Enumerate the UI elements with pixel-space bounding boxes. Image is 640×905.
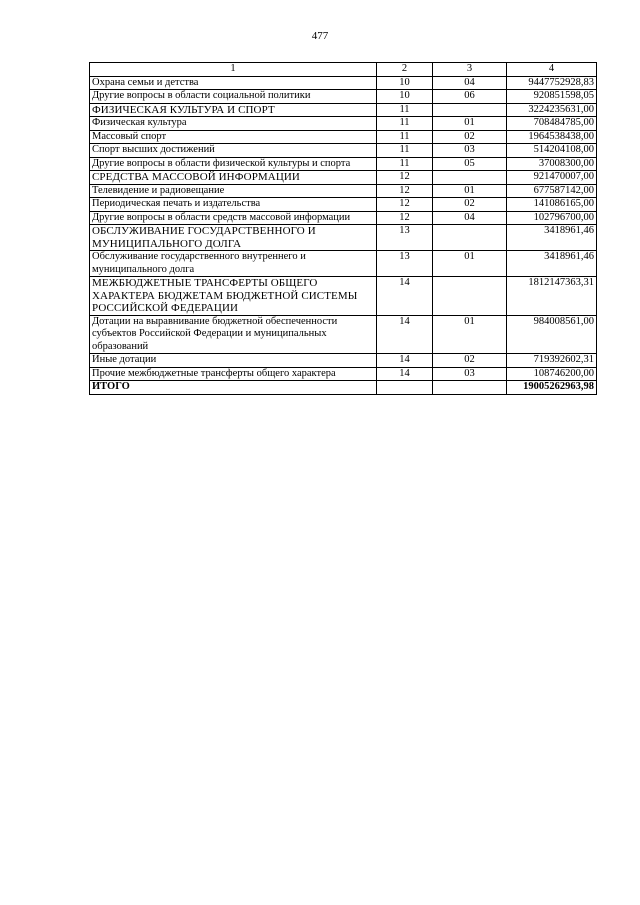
row-section-code: 12 [377,211,433,225]
column-header-subsection: 3 [433,63,507,77]
section-heading-row [90,225,597,251]
row-amount: 3418961,46 [507,225,597,251]
row-subsection-code: 01 [433,315,507,354]
table-row [90,117,597,131]
row-subsection-code: 03 [433,367,507,381]
table-row [90,90,597,104]
row-name: МЕЖБЮДЖЕТНЫЕ ТРАНСФЕРТЫ ОБЩЕГО ХАРАКТЕРА БЮДЖЕТАМ БЮДЖЕТНОЙ СИСТЕМЫ РОССИЙСКОЙ ФЕДЕРАЦИИ [90,277,377,316]
table-row [90,130,597,144]
row-section-code: 14 [377,277,433,316]
row-section-code: 11 [377,103,433,117]
section-heading-row [90,171,597,185]
row-name: ОБСЛУЖИВАНИЕ ГОСУДАРСТВЕННОГО И МУНИЦИПАЛЬНОГО ДОЛГА [90,225,377,251]
row-amount: 108746200,00 [507,367,597,381]
row-amount: 37008300,00 [507,157,597,171]
row-section-code: 11 [377,157,433,171]
column-header-name: 1 [90,63,377,77]
table-row [90,354,597,368]
row-name: ФИЗИЧЕСКАЯ КУЛЬТУРА И СПОРТ [90,103,377,117]
row-section-code: 12 [377,184,433,198]
row-subsection-code: 02 [433,130,507,144]
total-empty-subsection [433,381,507,395]
column-header-amount: 4 [507,63,597,77]
row-amount: 1812147363,31 [507,277,597,316]
row-subsection-code: 06 [433,90,507,104]
section-heading-row [90,103,597,117]
section-heading-row [90,277,597,316]
row-section-code: 12 [377,198,433,212]
total-empty-section [377,381,433,395]
row-subsection-code: 04 [433,211,507,225]
row-section-code: 13 [377,225,433,251]
table-row [90,315,597,354]
row-subsection-code [433,225,507,251]
table-header-row [90,63,597,77]
row-amount: 3224235631,00 [507,103,597,117]
row-amount: 141086165,00 [507,198,597,212]
row-name: Прочие межбюджетные трансферты общего характера [90,367,377,381]
row-name: Другие вопросы в области средств массовой информации [90,211,377,225]
row-name: Массовый спорт [90,130,377,144]
row-name: Физическая культура [90,117,377,131]
row-name: Другие вопросы в области физической культуры и спорта [90,157,377,171]
row-amount: 1964538438,00 [507,130,597,144]
row-name: Иные дотации [90,354,377,368]
row-name: Периодическая печать и издательства [90,198,377,212]
row-section-code: 10 [377,90,433,104]
row-amount: 9447752928,83 [507,76,597,90]
table-row [90,198,597,212]
page-number: 477 [311,30,329,42]
table-row [90,367,597,381]
row-subsection-code: 04 [433,76,507,90]
row-section-code: 11 [377,144,433,158]
budget-table [89,62,597,395]
row-amount: 984008561,00 [507,315,597,354]
total-label: ИТОГО [90,381,377,395]
row-section-code: 14 [377,315,433,354]
table-row [90,144,597,158]
row-subsection-code [433,171,507,185]
row-subsection-code: 02 [433,198,507,212]
row-subsection-code: 01 [433,184,507,198]
row-section-code: 11 [377,117,433,131]
table-row [90,184,597,198]
row-amount: 514204108,00 [507,144,597,158]
row-subsection-code [433,277,507,316]
column-header-section: 2 [377,63,433,77]
row-subsection-code: 01 [433,251,507,277]
row-subsection-code: 02 [433,354,507,368]
total-row [90,381,597,395]
row-section-code: 13 [377,251,433,277]
row-amount: 708484785,00 [507,117,597,131]
row-section-code: 14 [377,354,433,368]
row-section-code: 10 [377,76,433,90]
table-row [90,76,597,90]
row-name: Другие вопросы в области социальной политики [90,90,377,104]
row-amount: 921470007,00 [507,171,597,185]
row-section-code: 12 [377,171,433,185]
row-name: Спорт высших достижений [90,144,377,158]
row-name: Охрана семьи и детства [90,76,377,90]
row-amount: 3418961,46 [507,251,597,277]
row-name: Дотации на выравнивание бюджетной обеспеченности субъектов Российской Федерации и муниципальных образований [90,315,377,354]
row-subsection-code: 03 [433,144,507,158]
row-section-code: 11 [377,130,433,144]
row-name: СРЕДСТВА МАССОВОЙ ИНФОРМАЦИИ [90,171,377,185]
row-amount: 920851598,05 [507,90,597,104]
row-subsection-code [433,103,507,117]
row-subsection-code: 05 [433,157,507,171]
row-name: Телевидение и радиовещание [90,184,377,198]
table-row [90,251,597,277]
table-row [90,157,597,171]
row-name: Обслуживание государственного внутреннего и муниципального долга [90,251,377,277]
row-subsection-code: 01 [433,117,507,131]
total-amount: 19005262963,98 [507,381,597,395]
row-section-code: 14 [377,367,433,381]
row-amount: 102796700,00 [507,211,597,225]
table-row [90,211,597,225]
row-amount: 719392602,31 [507,354,597,368]
row-amount: 677587142,00 [507,184,597,198]
